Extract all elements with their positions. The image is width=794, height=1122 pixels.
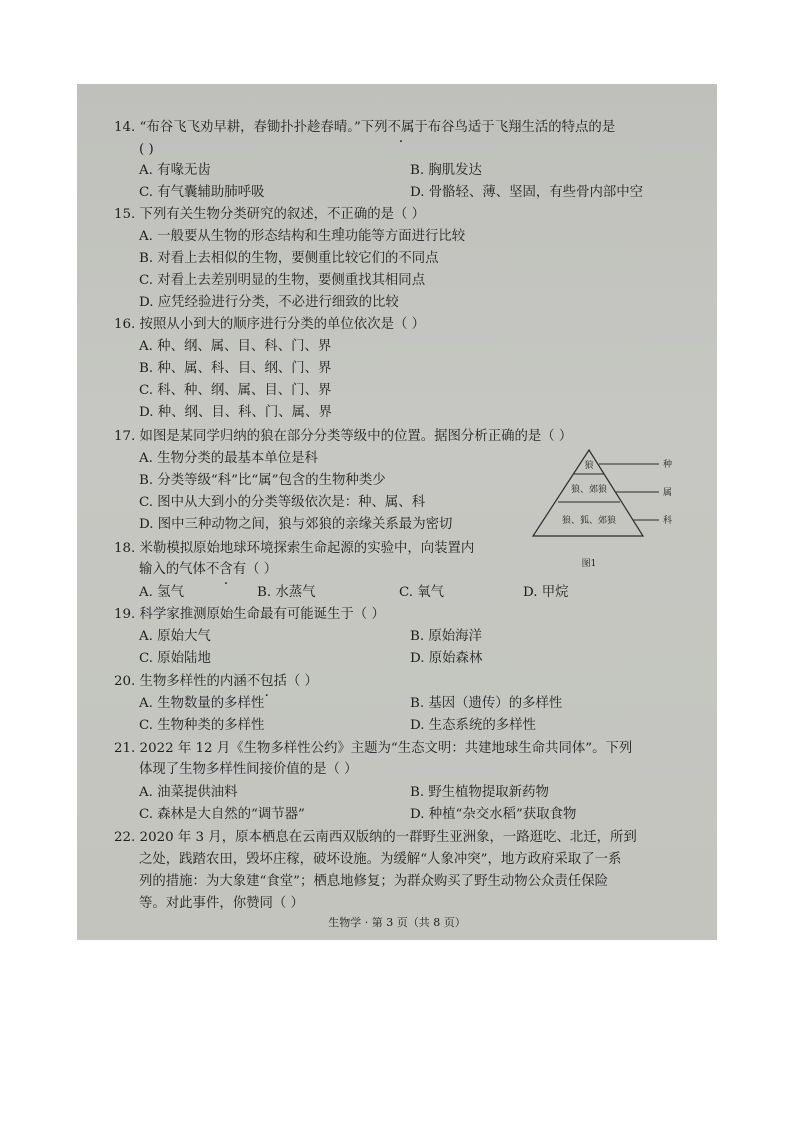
q20-emphasis: 不包括 <box>246 674 287 689</box>
q14-option-d: D. 骨骼轻、薄、坚固，有些骨内部中空 <box>410 185 644 200</box>
q14-stem: 14. “布谷飞飞劝早耕，春锄扑扑趁春晴。”下列不属于布谷鸟适于飞翔生活的特点的是 <box>114 120 616 135</box>
pyramid-label-genus: 属 <box>663 488 673 498</box>
q21-option-d: D. 种植“杂交水稻”获取食物 <box>410 807 577 822</box>
q17-option-d: D. 图中三种动物之间，狼与郊狼的亲缘关系最为密切 <box>139 517 453 532</box>
q21-stem-line-1: 21. 2022 年 12 月《生物多样性公约》主题为“生态文明：共建地球生命共同体”。下列 <box>114 741 633 756</box>
pyramid-label-family: 科 <box>663 516 673 526</box>
q22-line-4: 等。对此事件，你赞同（ ） <box>139 896 304 911</box>
pyramid-tier-3: 狼、狐、郊狼 <box>561 516 617 526</box>
q15-option-d: D. 应凭经验进行分类，不必进行细致的比较 <box>139 295 399 310</box>
q16-option-c: C. 科、种、纲、属、目、门、界 <box>139 383 332 398</box>
q18-option-a: A. 氢气 <box>139 585 184 600</box>
q18-option-c: C. 氧气 <box>399 585 445 600</box>
q19-option-b: B. 原始海洋 <box>410 629 482 644</box>
pyramid-tier-1: 狼 <box>584 461 594 471</box>
q14-option-b: B. 胸肌发达 <box>410 163 482 178</box>
q16-option-d: D. 种、纲、目、科、门、属、界 <box>139 405 332 420</box>
q21-option-b: B. 野生植物提取新药物 <box>410 785 549 800</box>
scanned-page <box>77 84 717 940</box>
q14-paren: ( ) <box>139 142 154 157</box>
figure-caption: 图1 <box>581 559 597 569</box>
q22-line-2: 之处，践踏农田，毁坏庄稼，破坏设施。为缓解“人象冲突”，地方政府采取了一系 <box>139 852 622 867</box>
pyramid-tier-2: 狼、郊狼 <box>570 485 608 495</box>
q20-option-c: C. 生物种类的多样性 <box>139 718 265 733</box>
q19-option-d: D. 原始森林 <box>410 651 483 666</box>
page-footer: 生物学 · 第 3 页（共 8 页） <box>328 916 466 929</box>
q20-option-b: B. 基因（遗传）的多样性 <box>410 696 563 711</box>
q14-option-a: A. 有喙无齿 <box>139 163 211 178</box>
q17-option-c: C. 图中从大到小的分类等级依次是：种、属、科 <box>139 495 426 510</box>
q17-option-b: B. 分类等级“科”比“属”包含的生物种类少 <box>139 473 386 488</box>
q18-option-d: D. 甲烷 <box>523 585 569 600</box>
q15-option-a: A. 一般要从生物的形态结构和生理功能等方面进行比较 <box>139 229 466 244</box>
q21-option-c: C. 森林是大自然的“调节器” <box>139 807 305 822</box>
q20-stem: 20. 生物多样性的内涵不包括（ ） <box>114 674 318 689</box>
q14-option-c: C. 有气囊辅助肺呼吸 <box>139 185 265 200</box>
q20-option-d: D. 生态系统的多样性 <box>410 718 536 733</box>
q22-line-1: 22. 2020 年 3 月，原本栖息在云南西双版纳的一群野生亚洲象，一路逛吃、北迁，所到 <box>114 830 637 845</box>
q15-option-b: B. 对看上去相似的生物，要侧重比较它们的不同点 <box>139 251 439 266</box>
q15-emphasis: 不正 <box>327 207 354 222</box>
q14-emphasis: 不属 <box>387 120 415 135</box>
q21-stem-line-2: 体现了生物多样性间接价值的是（ ） <box>139 762 358 777</box>
q16-option-b: B. 种、属、科、目、纲、门、界 <box>139 361 332 376</box>
q20-option-a: A. 生物数量的多样性 <box>139 696 265 711</box>
pyramid-label-species: 种 <box>663 460 673 470</box>
q21-option-a: A. 油菜提供油料 <box>139 785 238 800</box>
q16-option-a: A. 种、纲、属、目、科、门、界 <box>139 339 332 354</box>
q18-option-b: B. 水蒸气 <box>257 585 316 600</box>
q16-stem: 16. 按照从小到大的顺序进行分类的单位依次是（ ） <box>114 317 426 332</box>
q22-line-3: 列的措施：为大象建“食堂”；栖息地修复；为群众购买了野生动物公众责任保险 <box>139 874 608 889</box>
q19-option-a: A. 原始大气 <box>139 629 211 644</box>
q18-stem-line-2: 输入的气体不含有（ ） <box>139 562 278 577</box>
q19-option-c: C. 原始陆地 <box>139 651 211 666</box>
q17-stem: 17. 如图是某同学归纳的狼在部分分类等级中的位置。据图分析正确的是（ ） <box>114 429 573 444</box>
q15-stem: 15. 下列有关生物分类研究的叙述，不正确的是（ ） <box>114 207 426 222</box>
q17-option-a: A. 生物分类的最基本单位是科 <box>139 451 318 466</box>
q18-emphasis: 不含有 <box>205 562 247 577</box>
q15-option-c: C. 对看上去差别明显的生物，要侧重找其相同点 <box>139 273 426 288</box>
q19-stem: 19. 科学家推测原始生命最有可能诞生于（ ） <box>114 607 385 622</box>
q18-stem-line-1: 18. 米勒模拟原始地球环境探索生命起源的实验中，向装置内 <box>114 541 475 556</box>
